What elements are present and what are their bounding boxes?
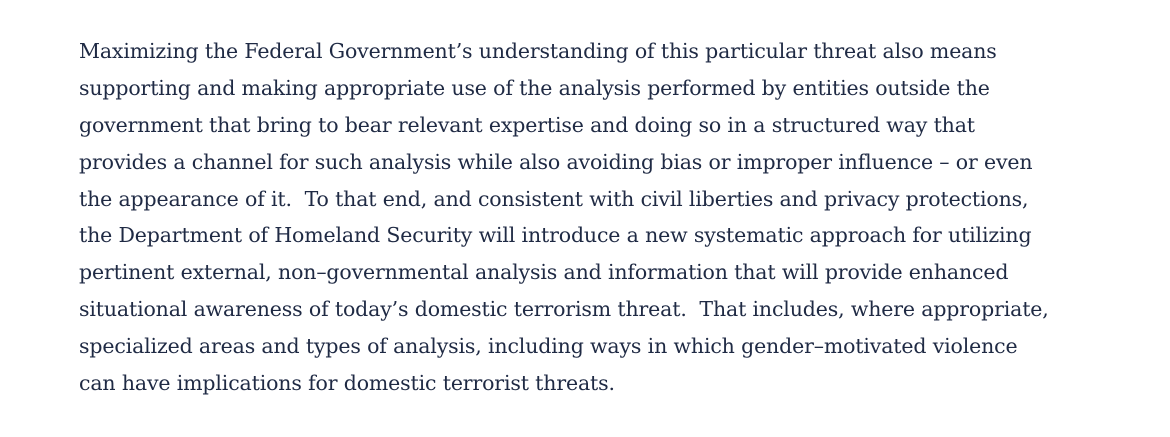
paragraph-line: the appearance of it. To that end, and consistent with civil liberties and privacy protections, bbox=[79, 186, 1029, 211]
paragraph-line: supporting and making appropriate use of the analysis performed by entities outside the bbox=[79, 75, 990, 100]
paragraph-line: the Department of Homeland Security will introduce a new systematic approach for utilizing bbox=[79, 223, 1032, 248]
paragraph-line: government that bring to bear relevant expertise and doing so in a structured way that bbox=[79, 112, 975, 137]
paragraph-line: can have implications for domestic terrorist threats. bbox=[79, 371, 615, 396]
body-paragraph bbox=[79, 33, 1159, 402]
paragraph-line: situational awareness of today’s domestic terrorism threat. That includes, where appropriate, bbox=[79, 297, 1049, 322]
paragraph-line: provides a channel for such analysis while also avoiding bias or improper influence – or even bbox=[79, 149, 1033, 174]
paragraph-line: pertinent external, non–governmental analysis and information that will provide enhanced bbox=[79, 260, 1009, 285]
paragraph-line: Maximizing the Federal Government’s understanding of this particular threat also means bbox=[79, 39, 997, 63]
paragraph-line: specialized areas and types of analysis, including ways in which gender–motivated violence bbox=[79, 334, 1018, 359]
